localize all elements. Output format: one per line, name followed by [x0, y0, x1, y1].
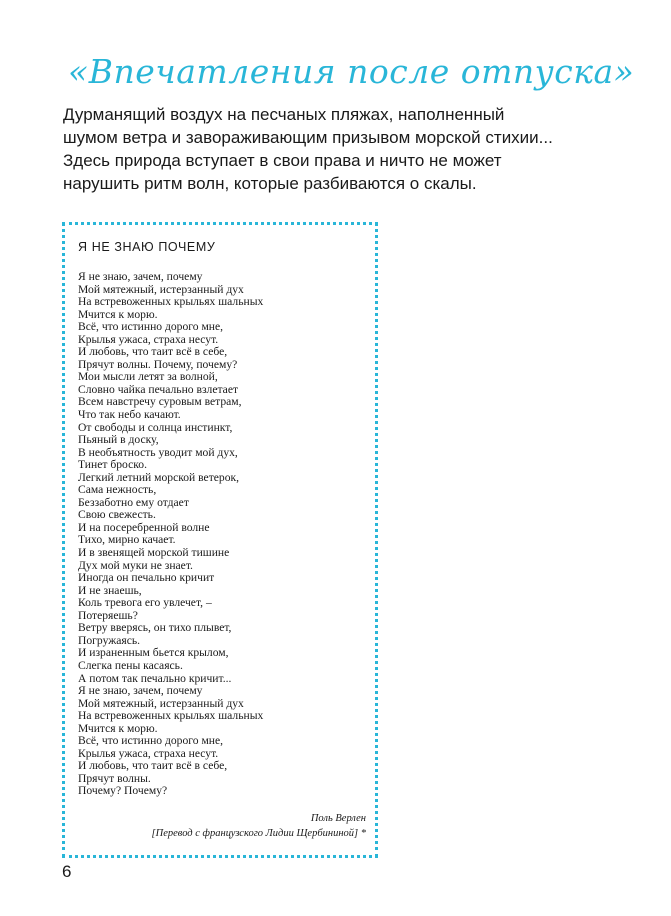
poem-line: Ветру вверясь, он тихо плывет,	[78, 621, 232, 635]
poem-line: Мой мятежный, истерзанный дух	[78, 282, 244, 296]
intro-line: нарушить ритм волн, которые разбиваются о скалы.	[63, 174, 477, 193]
intro-line: Здесь природа вступает в свои права и ничто не может	[63, 151, 502, 170]
poem-line: Сама нежность,	[78, 483, 157, 497]
poem-line: Погружаясь.	[78, 633, 141, 647]
poem-line: Беззаботно ему отдает	[78, 495, 189, 509]
intro-paragraph	[63, 103, 623, 195]
poem-line: И на посеребренной волне	[78, 520, 210, 534]
poem-line: В необъятность уводит мой дух,	[78, 445, 238, 459]
poem-line: И в звенящей морской тишине	[78, 546, 230, 560]
poem-line: Мой мятежный, истерзанный дух	[78, 696, 244, 710]
poem-line: Дух мой муки не знает.	[78, 558, 193, 572]
poem-line: И любовь, что таит всё в себе,	[78, 345, 228, 359]
poem-title: Я НЕ ЗНАЮ ПОЧЕМУ	[78, 240, 216, 254]
poem-line: Что так небо качают.	[78, 408, 181, 422]
poem-translator: [Перевод с французского Лидии Щербининой] *	[151, 828, 366, 839]
poem-text	[78, 271, 368, 798]
poem-line: И не знаешь,	[78, 583, 142, 597]
poem-line: А потом так печально кричит...	[78, 671, 232, 685]
poem-line: От свободы и солнца инстинкт,	[78, 420, 233, 434]
poem-line: Пьяный в доску,	[78, 433, 159, 447]
poem-line: Прячут волны.	[78, 771, 151, 785]
poem-line: И любовь, что таит всё в себе,	[78, 759, 228, 773]
poem-line: Потеряешь?	[78, 608, 138, 622]
poem-line: И израненным бьется крылом,	[78, 646, 229, 660]
poem-line: Мчится к морю.	[78, 721, 158, 735]
poem-line: Иногда он печально кричит	[78, 571, 215, 585]
poem-line: Коль тревога его увлечет, –	[78, 596, 212, 610]
poem-line: Прячут волны. Почему, почему?	[78, 357, 238, 371]
poem-line: Всё, что истинно дорого мне,	[78, 734, 224, 748]
poem-line: Я не знаю, зачем, почему	[78, 270, 203, 283]
poem-line: На встревоженных крыльях шальных	[78, 709, 264, 723]
intro-line: шумом ветра и завораживающим призывом морской стихии...	[63, 128, 553, 147]
poem-line: Всё, что истинно дорого мне,	[78, 320, 224, 334]
poem-line: Слегка пены касаясь.	[78, 658, 183, 672]
poem-line: Всем навстречу суровым ветрам,	[78, 395, 242, 409]
poem-line: Почему? Почему?	[78, 784, 168, 798]
poem-line: Тинет броско.	[78, 458, 147, 472]
poem-line: Легкий летний морской ветерок,	[78, 470, 240, 484]
poem-line: Тихо, мирно качает.	[78, 533, 176, 547]
article-title: «Впечатления после отпуска»	[68, 52, 635, 91]
poem-line: Свою свежесть.	[78, 508, 156, 522]
page-number: 6	[62, 862, 72, 881]
poem-line: Мои мысли летят за волной,	[78, 370, 218, 384]
poem-line: На встревоженных крыльях шальных	[78, 295, 264, 309]
poem-author: Поль Верлен	[310, 813, 366, 824]
intro-line: Дурманящий воздух на песчаных пляжах, наполненный	[63, 105, 505, 124]
poem-line: Я не знаю, зачем, почему	[78, 684, 203, 698]
poem-line: Словно чайка печально взлетает	[78, 382, 239, 396]
poem-line: Крылья ужаса, страха несут.	[78, 746, 219, 760]
poem-line: Крылья ужаса, страха несут.	[78, 332, 219, 346]
poem-line: Мчится к морю.	[78, 307, 158, 321]
